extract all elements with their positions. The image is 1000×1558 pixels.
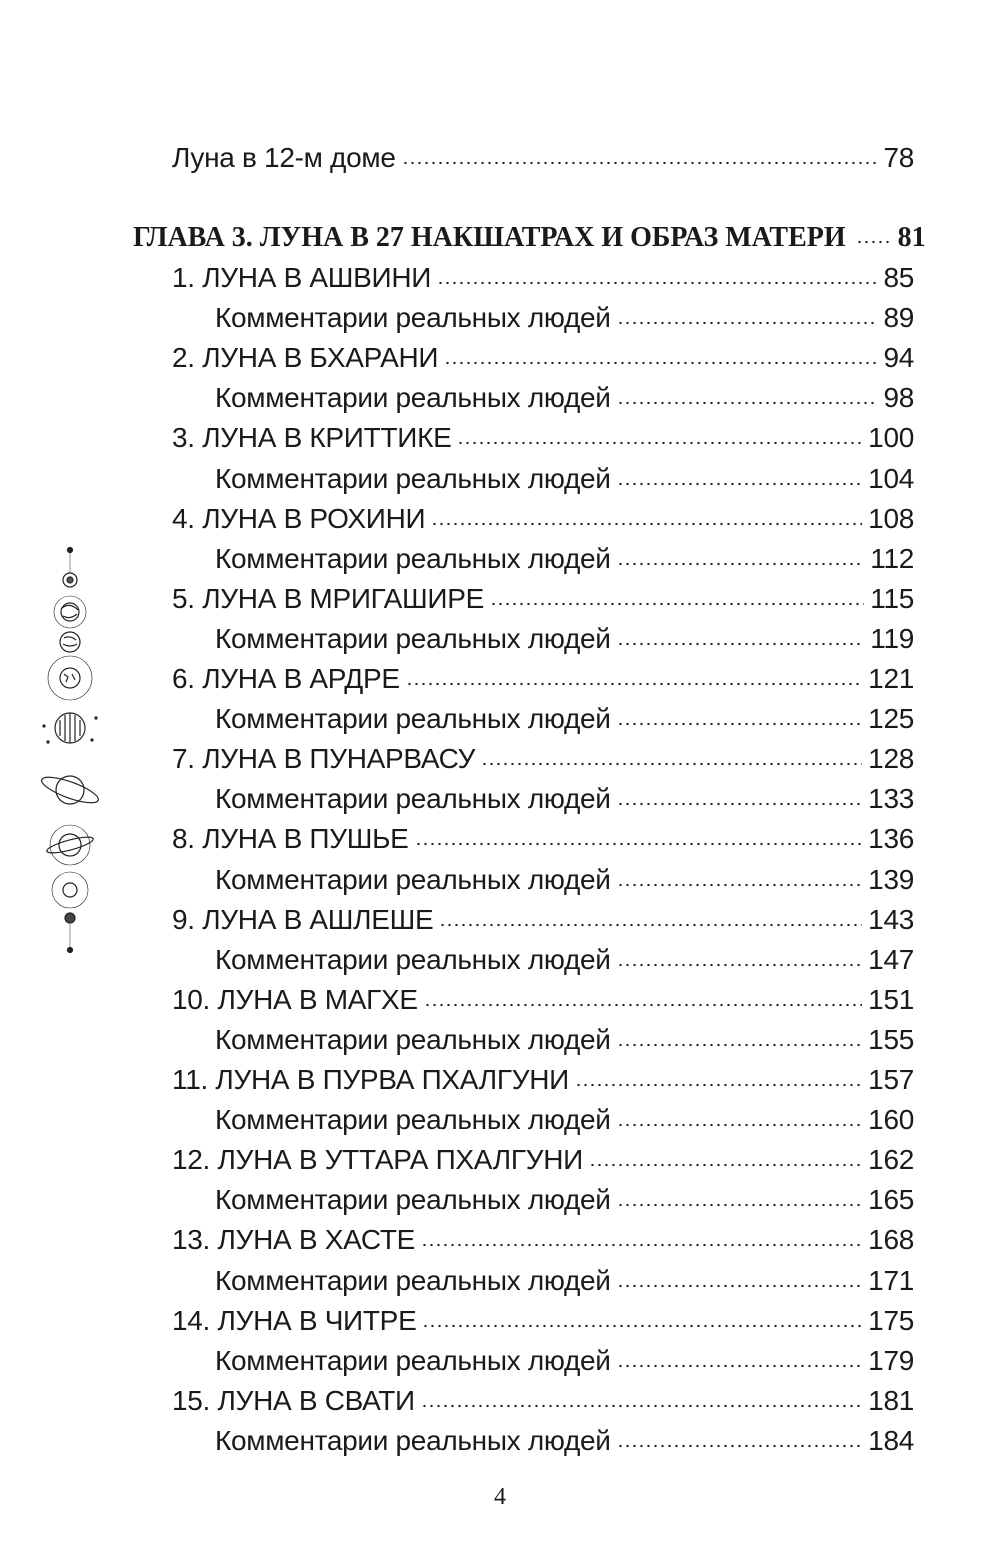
toc-entry-title: Комментарии реальных людей [215, 1024, 611, 1055]
toc-entry-page: 160 [868, 1104, 914, 1135]
dot-leader [617, 642, 865, 646]
toc-entry-page: 98 [883, 382, 914, 413]
toc-entry-page: 115 [870, 583, 914, 614]
toc-subentry [215, 1020, 914, 1060]
toc-entry-title: 6. ЛУНА В АРДРЕ [172, 663, 400, 694]
dot-leader [481, 762, 862, 766]
toc-entry-title: 4. ЛУНА В РОХИНИ [172, 503, 426, 534]
toc-entry-title: Комментарии реальных людей [215, 463, 611, 494]
toc-entry-page: 181 [868, 1385, 914, 1416]
toc-chapter-heading [133, 218, 926, 258]
toc-entry-title: 12. ЛУНА В УТТАРА ПХАЛГУНИ [172, 1144, 583, 1175]
toc-subentry [215, 1421, 914, 1461]
toc-entry-page: 162 [868, 1144, 914, 1175]
toc-entry-title: Комментарии реальных людей [215, 783, 611, 814]
toc-entry-page: 136 [868, 823, 914, 854]
dot-leader [617, 562, 865, 566]
toc-entry-page: 125 [868, 703, 914, 734]
chapter-title: ГЛАВА 3. ЛУНА В 27 НАКШАТРАХ И ОБРАЗ МАТЕРИ [133, 222, 846, 253]
toc-entry [172, 138, 914, 178]
toc-entry-title: 5. ЛУНА В МРИГАШИРЕ [172, 583, 484, 614]
toc-entry-page: 143 [868, 904, 914, 935]
toc-subentry [215, 1341, 914, 1381]
toc-entry-title: 3. ЛУНА В КРИТТИКЕ [172, 422, 452, 453]
toc-subentry [215, 1180, 914, 1220]
dot-leader [402, 161, 878, 165]
dot-leader [617, 883, 863, 887]
dot-leader [617, 1364, 863, 1368]
toc-entry-page: 85 [883, 262, 914, 293]
toc-entry [172, 1301, 914, 1341]
toc-entry-title: Комментарии реальных людей [215, 1345, 611, 1376]
toc-entry-page: 157 [868, 1064, 914, 1095]
toc-entry-title: 10. ЛУНА В МАГХЕ [172, 984, 418, 1015]
toc-entry-page: 171 [868, 1265, 914, 1296]
toc-entry-title: Комментарии реальных людей [215, 944, 611, 975]
dot-leader [589, 1163, 862, 1167]
toc-entry-title: Луна в 12-м доме [172, 142, 396, 173]
dot-leader [444, 361, 877, 365]
dot-leader [424, 1003, 862, 1007]
toc-entry-page: 89 [883, 302, 914, 333]
dot-leader [617, 321, 878, 325]
toc-entry-title: Комментарии реальных людей [215, 1425, 611, 1456]
toc-entry-title: Комментарии реальных людей [215, 1104, 611, 1135]
toc-entry-title: Комментарии реальных людей [215, 543, 611, 574]
toc-entry-page: 128 [868, 743, 914, 774]
toc-entry-page: 147 [868, 944, 914, 975]
toc-entry-title: Комментарии реальных людей [215, 1265, 611, 1296]
toc-entry-page: 100 [868, 422, 914, 453]
toc-entry-title: Комментарии реальных людей [215, 703, 611, 734]
toc-entry-page: 165 [868, 1184, 914, 1215]
toc-entry [172, 980, 914, 1020]
dot-leader [406, 682, 862, 686]
toc-subentry [215, 539, 914, 579]
toc-entry-page: 104 [868, 463, 914, 494]
toc-entry-title: 15. ЛУНА В СВАТИ [172, 1385, 415, 1416]
toc-entry-title: 11. ЛУНА В ПУРВА ПХАЛГУНИ [172, 1064, 569, 1095]
page-number: 4 [494, 1484, 506, 1510]
dot-leader [457, 441, 862, 445]
toc-entry-title: 13. ЛУНА В ХАСТЕ [172, 1224, 416, 1255]
dot-leader [617, 1284, 863, 1288]
toc-entry-page: 151 [868, 984, 914, 1015]
toc-entry-page: 179 [868, 1345, 914, 1376]
toc-entry-page: 119 [870, 623, 914, 654]
toc-subentry [215, 699, 914, 739]
toc-entry-title: 8. ЛУНА В ПУШЬЕ [172, 823, 409, 854]
dot-leader [415, 842, 863, 846]
toc-entry-title: 9. ЛУНА В АШЛЕШЕ [172, 904, 434, 935]
dot-leader [617, 802, 863, 806]
dot-leader [617, 1123, 863, 1127]
toc-entry-title: Комментарии реальных людей [215, 864, 611, 895]
toc-entry-page: 184 [868, 1425, 914, 1456]
toc-entry [172, 1060, 914, 1100]
toc-entry [172, 739, 914, 779]
toc-entry-title: Комментарии реальных людей [215, 302, 611, 333]
toc-subentry [215, 1261, 914, 1301]
toc-entry-title: Комментарии реальных людей [215, 382, 611, 413]
toc-subentry [215, 378, 914, 418]
toc-entry [172, 338, 914, 378]
toc-entry [172, 1220, 914, 1260]
toc-entry-page: 112 [870, 543, 914, 574]
toc-entry-page: 139 [868, 864, 914, 895]
dot-leader [856, 240, 892, 244]
toc-entry [172, 499, 914, 539]
toc-entry [172, 579, 914, 619]
toc-entry-title: 1. ЛУНА В АШВИНИ [172, 262, 432, 293]
toc-subentry [215, 459, 914, 499]
dot-leader [431, 522, 862, 526]
toc-subentry [215, 779, 914, 819]
dot-leader [617, 1203, 863, 1207]
chapter-page: 81 [897, 222, 926, 253]
toc-entry [172, 1381, 914, 1421]
toc-entry-page: 155 [868, 1024, 914, 1055]
dot-leader [617, 963, 863, 967]
toc-entry-page: 121 [868, 663, 914, 694]
dot-leader [617, 1043, 863, 1047]
toc-entry-page: 168 [868, 1224, 914, 1255]
toc-entry-title: 2. ЛУНА В БХАРАНИ [172, 342, 439, 373]
dot-leader [490, 602, 864, 606]
toc-entry [172, 418, 914, 458]
toc-entry-title: 7. ЛУНА В ПУНАРВАСУ [172, 743, 476, 774]
toc-entry [172, 258, 914, 298]
toc-entry-page: 175 [868, 1305, 914, 1336]
dot-leader [437, 281, 877, 285]
toc-entry [172, 819, 914, 859]
planets-column-icon [30, 540, 120, 960]
toc-subentry [215, 298, 914, 338]
dot-leader [617, 1444, 863, 1448]
dot-leader [575, 1083, 862, 1087]
toc-entry-page: 133 [868, 783, 914, 814]
dot-leader [421, 1404, 862, 1408]
toc-entry-title: 14. ЛУНА В ЧИТРЕ [172, 1305, 417, 1336]
toc-entry-page: 94 [883, 342, 914, 373]
toc-subentry [215, 619, 914, 659]
toc-entry [172, 1140, 914, 1180]
toc-entry [172, 659, 914, 699]
toc-subentry [215, 860, 914, 900]
dot-leader [422, 1324, 862, 1328]
toc-entry-page: 78 [883, 142, 914, 173]
toc-entry-title: Комментарии реальных людей [215, 1184, 611, 1215]
toc-entry-page: 108 [868, 503, 914, 534]
toc-subentry [215, 1100, 914, 1140]
dot-leader [617, 722, 863, 726]
toc-entry-title: Комментарии реальных людей [215, 623, 611, 654]
dot-leader [421, 1243, 862, 1247]
dot-leader [617, 482, 863, 486]
toc-subentry [215, 940, 914, 980]
dot-leader [439, 923, 862, 927]
toc-entry [172, 900, 914, 940]
dot-leader [617, 401, 878, 405]
